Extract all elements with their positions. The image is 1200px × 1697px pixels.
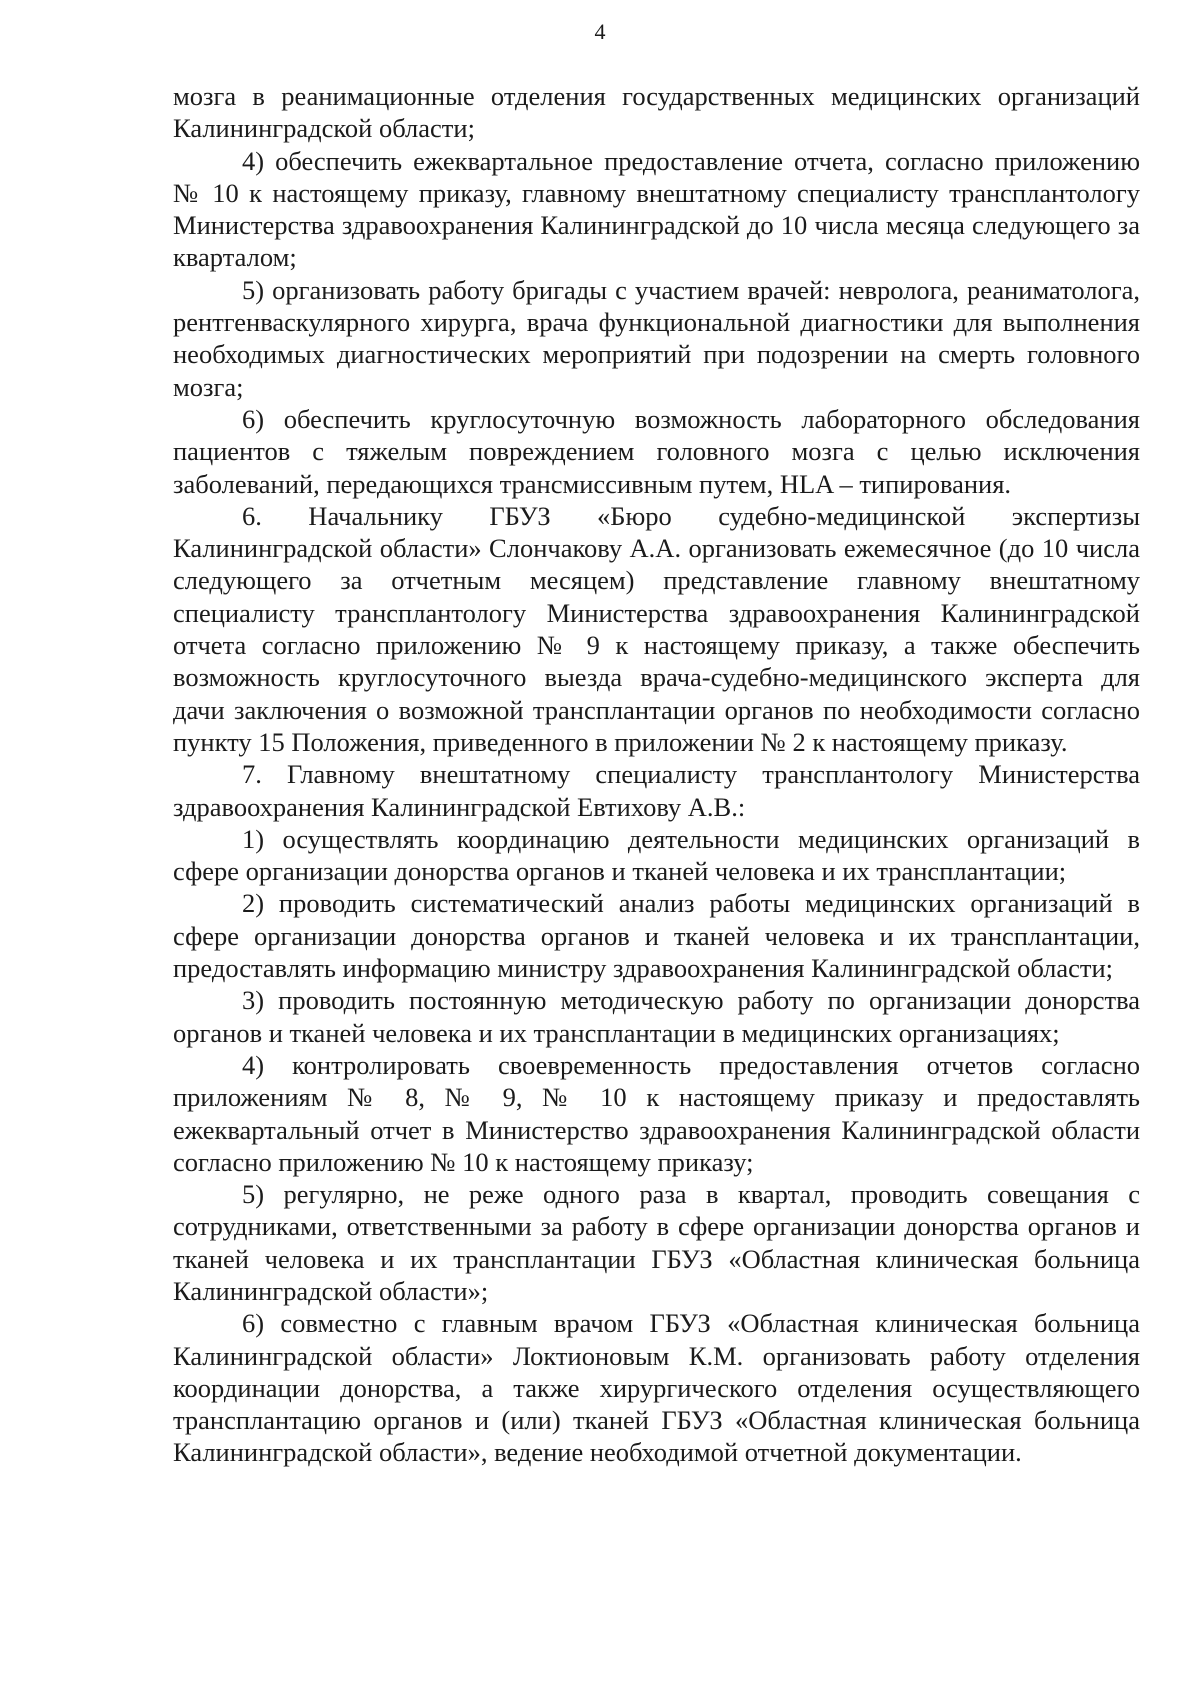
paragraph-item-6-laboratory: 6) обеспечить круглосуточную возможность лабораторного обследования пациентов с тяжелым повреждением головного мозга с целью исключения заболеваний, передающихся трансмиссивным путем, HLA – типирования.: [173, 403, 1140, 499]
paragraph-section-7-item-6: 6) совместно с главным врачом ГБУЗ «Областная клиническая больница Калининградской области» Локтионовым К.М. организовать работу отделения координации донорства, а также хирургического отделения осуществляющего трансплантацию органов и (или) тканей ГБУЗ «Областная клиническая больница Калининградской области», ведение необходимой отчетной документации.: [173, 1308, 1140, 1468]
document-body: [173, 80, 1140, 1469]
paragraph-section-7-item-4: 4) контролировать своевременность предоставления отчетов согласно приложениям № 8, № 9, № 10 к настоящему приказу и предоставлять ежеквартальный отчет в Министерство здравоохранения Калининградской области согласно приложению № 10 к настоящему приказу;: [173, 1049, 1140, 1177]
paragraph-item-4-quarterly-report: 4) обеспечить ежеквартальное предоставление отчета, согласно приложению № 10 к настоящему приказу, главному внештатному специалисту трансплантологу Министерства здравоохранения Калининградской до 10 числа месяца следующего за кварталом;: [173, 145, 1140, 273]
paragraph-section-7-item-2: 2) проводить систематический анализ работы медицинских организаций в сфере организации донорства органов и тканей человека и их трансплантации, предоставлять информацию министру здравоохранения Калининградской области;: [173, 888, 1140, 984]
paragraph-continuation: мозга в реанимационные отделения государственных медицинских организаций Калининградской области;: [173, 81, 1140, 144]
paragraph-item-5-brigade: 5) организовать работу бригады с участием врачей: невролога, реаниматолога, рентгенваскулярного хирурга, врача функциональной диагностики для выполнения необходимых диагностических мероприятий при подозрении на смерть головного мозга;: [173, 274, 1140, 402]
paragraph-section-7-item-5: 5) регулярно, не реже одного раза в квартал, проводить совещания с сотрудниками, ответственными за работу в сфере организации донорства органов и тканей человека и их трансплантации ГБУЗ «Областная клиническая больница Калининградской области»;: [173, 1179, 1140, 1306]
paragraph-section-7-item-1: 1) осуществлять координацию деятельности медицинских организаций в сфере организации донорства органов и тканей человека и их трансплантации;: [173, 823, 1140, 887]
paragraph-section-6: 6. Начальнику ГБУЗ «Бюро судебно-медицинской экспертизы Калининградской области» Слончакову А.А. организовать ежемесячное (до 10 числа следующего за отчетным месяцем) представление главному внештатному специалисту трансплантологу Министерства здравоохранения Калининградской отчета согласно приложению № 9 к настоящему приказу, а также обеспечить возможность круглосуточного выезда врача-судебно-медицинского эксперта для дачи заключения о возможной трансплантации органов по необходимости согласно пункту 15 Положения, приведенного в приложении № 2 к настоящему приказу.: [173, 500, 1140, 757]
paragraph-section-7-item-3: 3) проводить постоянную методическую работу по организации донорства органов и тканей человека и их трансплантации в медицинских организациях;: [173, 985, 1140, 1048]
page-number: 4: [594, 19, 606, 44]
paragraph-section-7: 7. Главному внештатному специалисту трансплантологу Министерства здравоохранения Калининградской Евтихову А.В.:: [173, 759, 1140, 822]
